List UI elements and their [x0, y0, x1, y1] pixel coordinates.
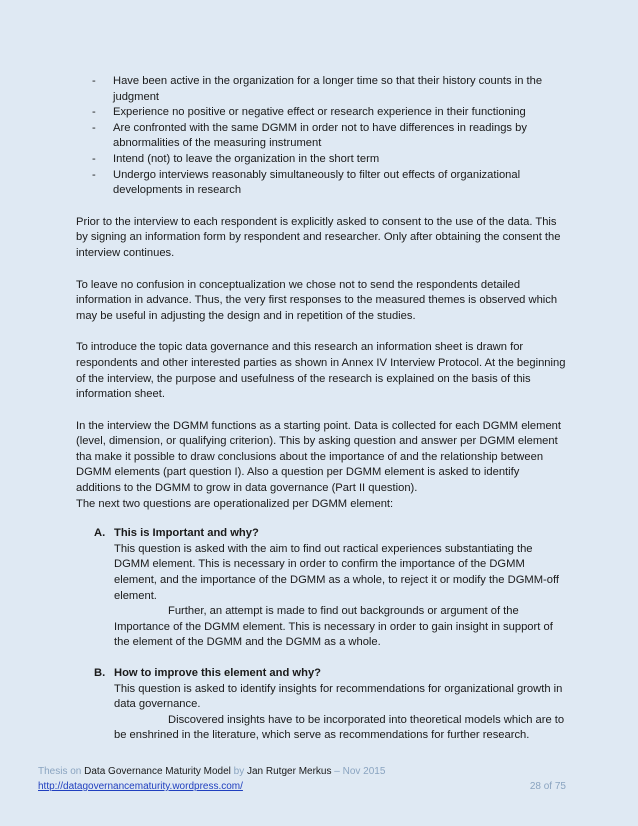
- question-indented-text: [114, 713, 566, 744]
- question-text: This question is asked with the aim to find out ractical experiences substantiating the DGMM element. This is necessary in order to confirm the importance of the DGMM element, and the importance of the DGMM as a whole, to reject it or modify the DGMM-off element.: [114, 542, 559, 602]
- paragraph-introduction: To introduce the topic data governance and this research an information sheet is drawn for respondents and other interested parties as shown in Annex IV Interview Protocol. At the beginning of the interview, the purpose and usefulness of the research is explained on the basis of this information sheet.: [76, 341, 566, 401]
- list-item: - Experience no positive or negative effect or research experience in their functioning: [76, 105, 566, 121]
- respondent-criteria-list: [76, 74, 566, 199]
- list-item: - Undergo interviews reasonably simultaneously to filter out effects of organizational developments in research: [76, 168, 566, 199]
- question-text: This question is asked to identify insights for recommendations for organizational growth in data governance.: [114, 682, 563, 711]
- footer-date: – Nov 2015: [334, 766, 386, 777]
- paragraph-next-questions: The next two questions are operationalized per DGMM element:: [76, 497, 394, 510]
- footer-line-1: [38, 764, 566, 779]
- footer-url-link[interactable]: http://datagovernancematurity.wordpress.com/: [38, 781, 243, 792]
- question-title: This is Important and why?: [114, 527, 259, 540]
- footer-title: Data Governance Maturity Model: [84, 766, 231, 777]
- list-item: - Intend (not) to leave the organization in the short term: [76, 152, 566, 168]
- page-body: [76, 74, 566, 759]
- paragraph-consent: Prior to the interview to each respondent is explicitly asked to consent to the use of the data. This by signing an information form by respondent and researcher. Only after obtaining the consent the interview continues.: [76, 215, 561, 259]
- page-footer: [38, 764, 566, 794]
- footer-thesis-on: Thesis on: [38, 766, 82, 777]
- page-number: 28 of 75: [529, 781, 566, 792]
- question-list: [76, 526, 566, 744]
- question-indented-span: Further, an attempt is made to find out backgrounds or argument of the Importance of the DGMM element. This is necessary in order to gain insight in support of the element of the DGMM and the DGMM as a whole.: [114, 605, 553, 649]
- list-item: - Are confronted with the same DGMM in order not to have differences in readings by abnormalities of the measuring instrument: [76, 121, 566, 152]
- question-title: How to improve this element and why?: [114, 667, 321, 679]
- question-letter: B.: [94, 667, 106, 679]
- footer-line-2: [38, 779, 566, 794]
- list-item: - Have been active in the organization for a longer time so that their history counts in the judgment: [76, 74, 566, 105]
- question-item-b: [76, 666, 566, 744]
- paragraph-interview: In the interview the DGMM functions as a starting point. Data is collected for each DGMM element (level, dimension, or qualifying criterion). This by asking question and answer per DGMM element tha make it possible to draw conclusions about the importance of and the relationship between DGMM elements (part question I). Also a question per DGMM element is asked to identify additions to the DGMM to grow in data governance (Part II question).: [76, 419, 562, 495]
- question-indented-text: [114, 604, 566, 651]
- question-indented-span: Discovered insights have to be incorporated into theoretical models which are to be enshrined in the literature, which serve as recommendations for further research.: [114, 713, 565, 742]
- question-item-a: [76, 526, 566, 651]
- paragraph-conceptualization: To leave no confusion in conceptualization we chose not to send the respondents detailed information in advance. Thus, the very first responses to the measured themes is observed which may be useful in adjusting the design and in repetition of the studies.: [76, 278, 558, 322]
- footer-author: Jan Rutger Merkus: [247, 766, 332, 777]
- question-letter: A.: [94, 527, 106, 540]
- footer-by: by: [233, 766, 245, 777]
